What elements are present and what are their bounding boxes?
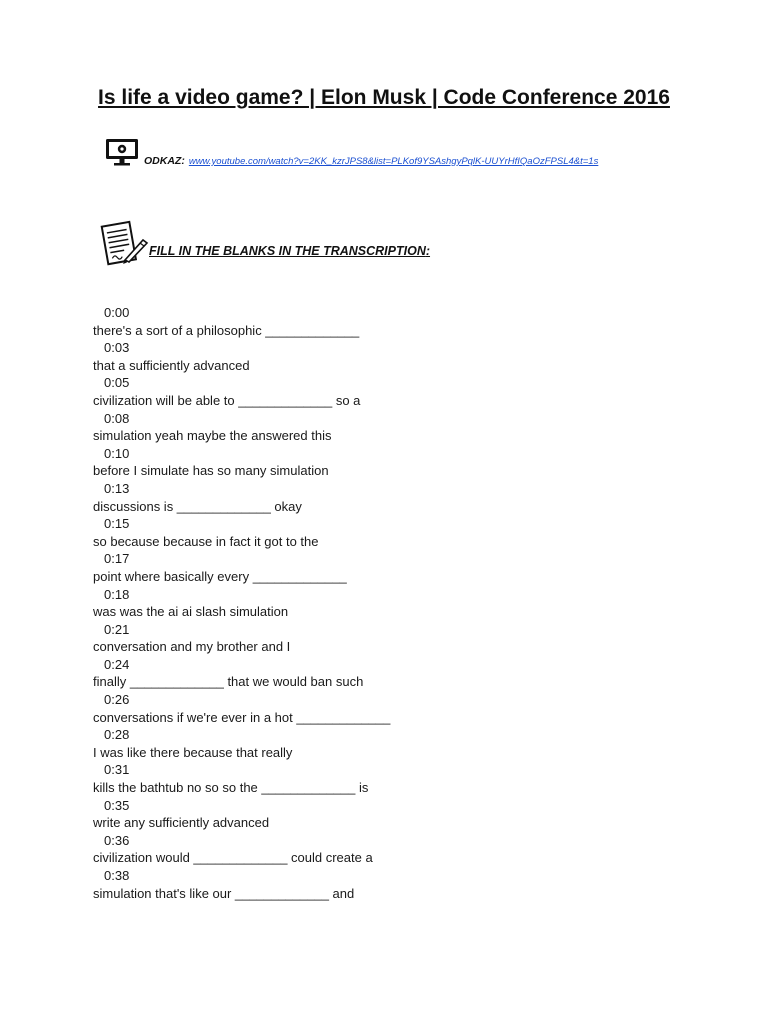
timestamp: 0:26 bbox=[104, 692, 130, 708]
transcript-line: finally _____________ that we would ban such bbox=[93, 674, 364, 690]
transcript-line: so because because in fact it got to the bbox=[93, 533, 319, 549]
link-label: ODKAZ bbox=[144, 155, 182, 167]
timestamp: 0:05 bbox=[104, 375, 130, 391]
monitor-icon bbox=[104, 137, 140, 167]
timestamp: 0:28 bbox=[104, 727, 130, 743]
timestamp: 0:08 bbox=[104, 410, 130, 426]
timestamp: 0:24 bbox=[104, 656, 130, 672]
transcript bbox=[93, 304, 693, 902]
timestamp: 0:36 bbox=[104, 832, 130, 848]
transcript-line: civilization will be able to _____________ so a bbox=[93, 392, 361, 408]
link-label-colon: : bbox=[181, 155, 185, 167]
document-pen-icon bbox=[99, 220, 151, 266]
task-label-colon: : bbox=[425, 244, 431, 258]
transcript-line: conversations if we're ever in a hot _____________ bbox=[93, 709, 391, 725]
timestamp: 0:18 bbox=[104, 586, 130, 602]
transcript-line: that a sufficiently advanced bbox=[93, 357, 250, 373]
transcript-line: I was like there because that really bbox=[93, 744, 293, 760]
transcript-line: point where basically every _____________ bbox=[93, 568, 347, 584]
timestamp: 0:31 bbox=[104, 762, 130, 778]
timestamp: 0:38 bbox=[104, 868, 130, 883]
transcript-line: kills the bathtub no so so the _____________ is bbox=[93, 780, 369, 796]
video-link-text bbox=[144, 155, 598, 167]
timestamp: 0:03 bbox=[104, 340, 130, 356]
transcript-line: write any sufficiently advanced bbox=[93, 815, 270, 831]
transcript-line: simulation that's like our _____________ and bbox=[93, 885, 355, 901]
transcript-line: simulation yeah maybe the answered this bbox=[93, 428, 332, 444]
timestamp: 0:10 bbox=[104, 445, 130, 461]
timestamp: 0:35 bbox=[104, 797, 130, 813]
task-label: FILL IN THE BLANKS IN THE TRANSCRIPTION bbox=[149, 244, 426, 258]
transcript-line: there's a sort of a philosophic _____________ bbox=[93, 322, 360, 338]
transcript-line: was was the ai ai slash simulation bbox=[93, 604, 289, 620]
timestamp: 0:13 bbox=[104, 480, 130, 496]
timestamp: 0:00 bbox=[104, 305, 130, 320]
page-title: Is life a video game? | Elon Musk | Code Conference 2016 bbox=[98, 86, 670, 109]
timestamp: 0:15 bbox=[104, 516, 130, 532]
transcript-line: before I simulate has so many simulation bbox=[93, 463, 329, 479]
task-instruction bbox=[149, 244, 430, 258]
transcript-line: discussions is _____________ okay bbox=[93, 498, 302, 514]
transcript-line: conversation and my brother and I bbox=[93, 639, 291, 655]
timestamp: 0:17 bbox=[104, 551, 130, 567]
youtube-link[interactable]: www.youtube.com/watch?v=2KK_kzrJPS8&list=PLKof9YSAshgyPqlK-UUYrHfIQaOzFPSL4&t=1s bbox=[188, 156, 599, 167]
timestamp: 0:21 bbox=[104, 621, 130, 637]
transcript-line: civilization would _____________ could create a bbox=[93, 850, 373, 866]
